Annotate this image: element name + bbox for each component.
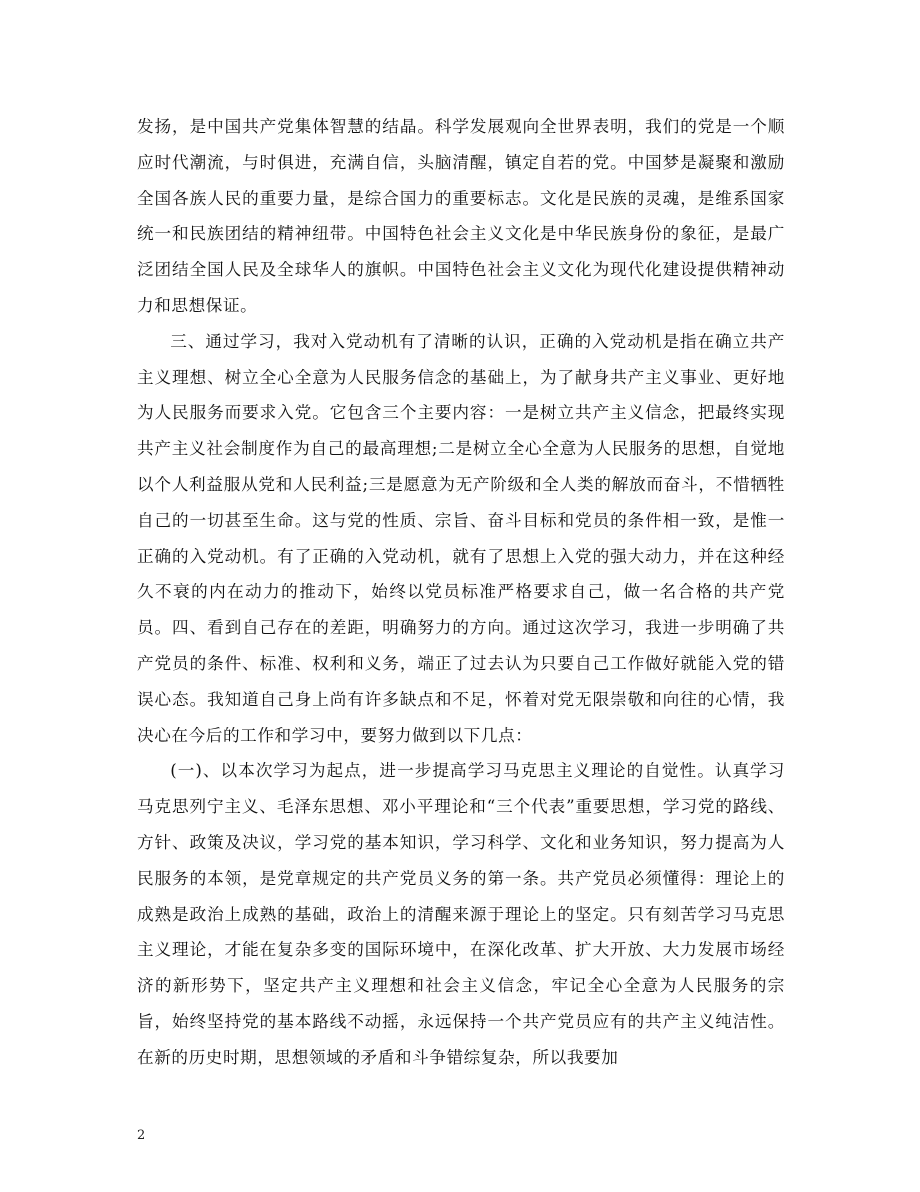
paragraph-2: 三、通过学习，我对入党动机有了清晰的认识，正确的入党动机是指在确立共产主义理想、树立全心全意为人民服务信念的基础上，为了献身共产主义事业、更好地为人民服务而要求入党。它包含三个主要内容：一是树立共产主义信念，把最终实现共产主义社会制度作为自己的最高理想;二是树立全心全意为人民服务的思想，自觉地以个人利益服从党和人民利益;三是愿意为无产阶级和全人类的解放而奋斗，不惜牺牲自己的一切甚至生命。这与党的性质、宗旨、奋斗目标和党员的条件相一致，是惟一正确的入党动机。有了正确的入党动机，就有了思想上入党的强大动力，并在这种经久不衰的内在动力的推动下，始终以党员标准严格要求自己，做一名合格的共产党员。四、看到自己存在的差距，明确努力的方向。通过这次学习，我进一步明确了共产党员的条件、标准、权利和义务，端正了过去认为只要自己工作做好就能入党的错误心态。我知道自己身上尚有许多缺点和不足，怀着对党无限崇敬和向往的心情，我决心在今后的工作和学习中，要努力做到以下几点：	[137, 331, 785, 745]
paragraph-3: (一)、以本次学习为起点，进一步提高学习马克思主义理论的自觉性。认真学习马克思列宁主义、毛泽东思想、邓小平理论和“三个代表”重要思想，学习党的路线、方针、政策及决议，学习党的基本知识，学习科学、文化和业务知识，努力提高为人民服务的本领，是党章规定的共产党员义务的第一条。共产党员必须懂得：理论上的成熟是政治上成熟的基础，政治上的清醒来源于理论上的坚定。只有刻苦学习马克思主义理论，才能在复杂多变的国际环境中，在深化改革、扩大开放、大力发展市场经济的新形势下，坚定共产主义理想和社会主义信念，牢记全心全意为人民服务的宗旨，始终坚持党的基本路线不动摇，永远保持一个共产党员应有的共产主义纯洁性。在新的历史时期，思想领域的矛盾和斗争错综复杂，所以我要加	[137, 761, 785, 1067]
document-body	[137, 109, 785, 1076]
paragraph-1: 发扬，是中国共产党集体智慧的结晶。科学发展观向全世界表明，我们的党是一个顺应时代潮流，与时俱进，充满自信，头脑清醒，镇定自若的党。中国梦是凝聚和激励全国各族人民的重要力量，是综合国力的重要标志。文化是民族的灵魂，是维系国家统一和民族团结的精神纽带。中国特色社会主义文化是中华民族身份的象征，是最广泛团结全国人民及全球华人的旗帜。中国特色社会主义文化为现代化建设提供精神动力和思想保证。	[137, 117, 785, 315]
page-number: 2	[137, 1128, 146, 1143]
